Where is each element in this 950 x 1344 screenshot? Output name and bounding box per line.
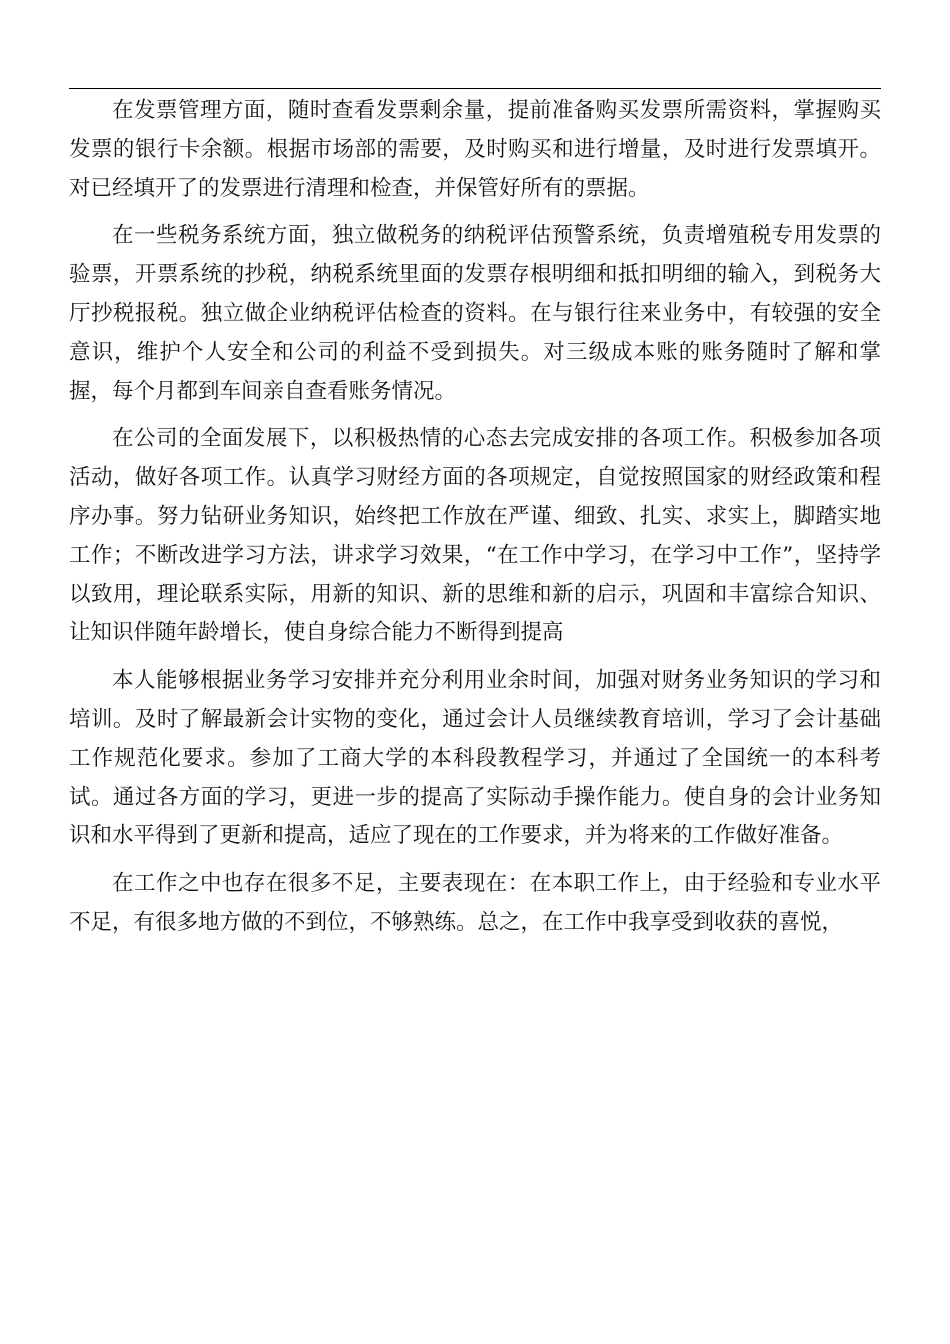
paragraph-shortcomings: 在工作之中也存在很多不足，主要表现在：在本职工作上，由于经验和专业水平不足，有很多地方做的不到位，不够熟练。总之，在工作中我享受到收获的喜悦，	[69, 871, 881, 935]
document-body	[69, 92, 881, 952]
paragraph-study-training: 本人能够根据业务学习安排并充分利用业余时间，加强对财务业务知识的学习和培训。及时了解最新会计实物的变化，通过会计人员继续教育培训，学习了会计基础工作规范化要求。参加了工商大学的本科段教程学习，并通过了全国统一的本科考试。通过各方面的学习，更进一步的提高了实际动手操作能力。使自身的会计业务知识和水平得到了更新和提高，适应了现在的工作要求，并为将来的工作做好准备。	[69, 668, 881, 849]
paragraph-invoice-management: 在发票管理方面，随时查看发票剩余量，提前准备购买发票所需资料，掌握购买发票的银行卡余额。根据市场部的需要，及时购买和进行增量，及时进行发票填开。对已经填开了的发票进行清理和检查，并保管好所有的票据。	[69, 98, 881, 201]
paragraph-company-work: 在公司的全面发展下，以积极热情的心态去完成安排的各项工作。积极参加各项活动，做好各项工作。认真学习财经方面的各项规定，自觉按照国家的财经政策和程序办事。努力钻研业务知识，始终把工作放在严谨、细致、扎实、求实上，脚踏实地工作；不断改进学习方法，讲求学习效果，“在工作中学习，在学习中工作”，坚持学以致用，理论联系实际，用新的知识、新的思维和新的启示，巩固和丰富综合知识、让知识伴随年龄增长，使自身综合能力不断得到提高	[69, 426, 881, 646]
paragraph-tax-system: 在一些税务系统方面，独立做税务的纳税评估预警系统，负责增殖税专用发票的验票，开票系统的抄税，纳税系统里面的发票存根明细和抵扣明细的输入，到税务大厅抄税报税。独立做企业纳税评估检查的资料。在与银行往来业务中，有较强的安全意识，维护个人安全和公司的利益不受到损失。对三级成本账的账务随时了解和掌握，每个月都到车间亲自查看账务情况。	[69, 223, 881, 404]
header-rule	[69, 88, 881, 89]
